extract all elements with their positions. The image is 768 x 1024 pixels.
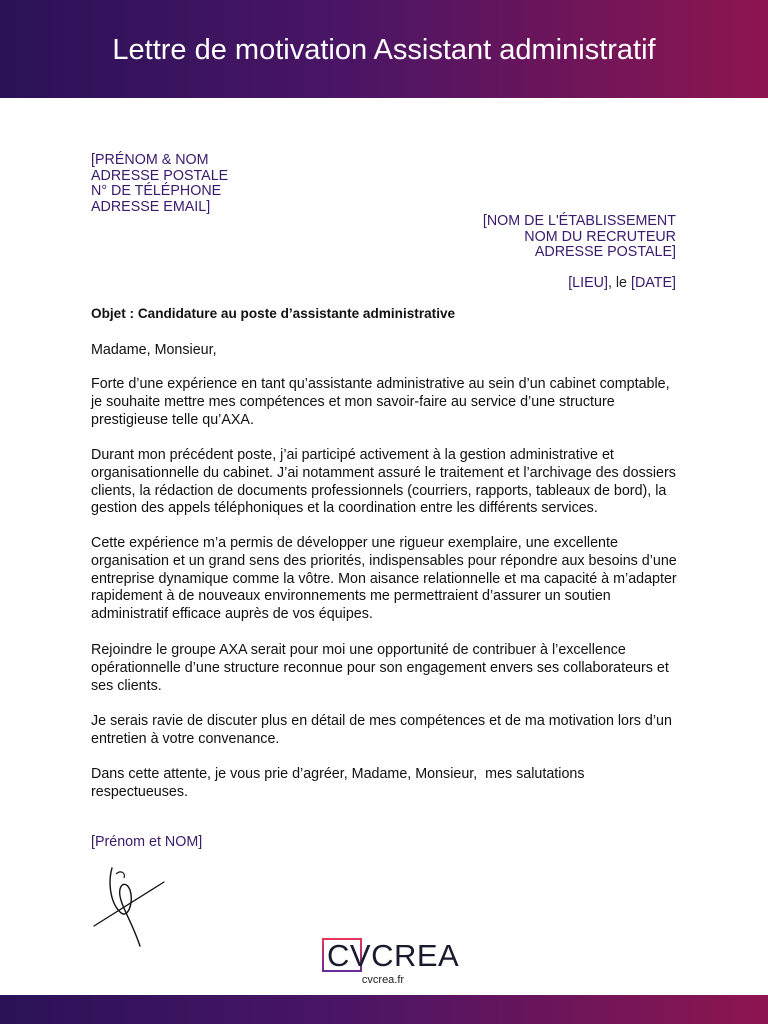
footer-banner [0, 995, 768, 1024]
paragraph-line: opérationnelle d’une structure reconnue pour son engagement envers ses collaborateurs et [91, 659, 669, 676]
letter-paragraph-5 [91, 713, 681, 749]
handwritten-signature-icon [90, 862, 170, 948]
salutation-text: Madame, Monsieur, [91, 342, 217, 358]
letter-salutation [91, 342, 681, 360]
logo-wordmark [327, 938, 459, 974]
paragraph-line: entretien à votre convenance. [91, 730, 280, 747]
logo-text-crea: CREA [371, 938, 460, 973]
paragraph-line: administratif efficace auprès de vos équipes. [91, 606, 373, 623]
recipient-line: NOM DU RECRUTEUR [524, 228, 676, 245]
logo-url: cvcrea.fr [361, 974, 405, 986]
sender-line: N° DE TÉLÉPHONE [91, 183, 222, 199]
paragraph-line: gestion des appels téléphoniques et la coordination entre les différents services. [91, 500, 598, 517]
paragraph-line: Cette expérience m’a permis de développer une rigueur exemplaire, une excellente [91, 535, 618, 551]
paragraph-line: prestigieuse telle qu’AXA. [91, 411, 254, 428]
paragraph-line: Dans cette attente, je vous prie d’agréer, Madame, Monsieur, mes salutations [91, 766, 585, 782]
place-date [568, 276, 676, 292]
paragraph-line: ses clients. [91, 677, 162, 694]
date-separator: , le [607, 275, 631, 291]
sender-line: ADRESSE POSTALE [91, 167, 229, 184]
paragraph-line: Forte d’une expérience en tant qu’assistante administrative au sein d’un cabinet comptable, [91, 376, 670, 392]
paragraph-line: Durant mon précédent poste, j’ai participé activement à la gestion administrative et [91, 447, 614, 463]
date-placeholder: [DATE] [630, 275, 676, 291]
paragraph-line: clients, la rédaction de documents professionnels (courriers, rapports, tableaux de bord), la [91, 482, 667, 499]
letter-paragraph-4 [91, 642, 681, 695]
letter-paragraph-2 [91, 447, 681, 518]
letter-subject: Objet : Candidature au poste d’assistante administrative [91, 306, 456, 321]
logo-text-cv: CV [327, 938, 372, 973]
recipient-line: [NOM DE L'ÉTABLISSEMENT [482, 213, 676, 229]
recipient-address-block [483, 214, 676, 261]
recipient-line: ADRESSE POSTALE] [534, 244, 676, 260]
letter-closing [91, 766, 681, 802]
header-banner [0, 0, 768, 98]
paragraph-line: respectueuses. [91, 783, 188, 800]
paragraph-line: organisation et un grand sens des priorités, indispensables pour répondre aux besoins d’une [91, 552, 677, 569]
page-title: Lettre de motivation Assistant administratif [112, 34, 656, 66]
paragraph-line: organisationnelle du cabinet. J’ai notamment assuré le traitement et l’archivage des dossiers [91, 464, 676, 481]
letter-paragraph-3 [91, 535, 681, 624]
place-placeholder: [LIEU] [568, 275, 608, 291]
paragraph-line: Rejoindre le groupe AXA serait pour moi une opportunité de contribuer à l’excellence [91, 642, 626, 658]
paragraph-line: je souhaite mettre mes compétences et mon savoir-faire au service d’une structure [91, 393, 615, 410]
letter-paragraph-1 [91, 376, 681, 429]
signature-name: [Prénom et NOM] [91, 834, 203, 850]
paragraph-line: entreprise dynamique comme la vôtre. Mon aisance relationnelle et ma capacité à m’adapter [91, 570, 677, 587]
paragraph-line: Je serais ravie de discuter plus en détail de mes compétences et de ma motivation lors d’un [91, 713, 672, 729]
sender-address-block [91, 153, 228, 215]
cvcrea-logo [322, 938, 460, 990]
paragraph-line: rapidement à de nouveaux environnements me permettraient d’assurer un soutien [91, 588, 611, 605]
sender-line: ADRESSE EMAIL] [91, 198, 211, 215]
sender-line: [PRÉNOM & NOM [91, 152, 209, 168]
